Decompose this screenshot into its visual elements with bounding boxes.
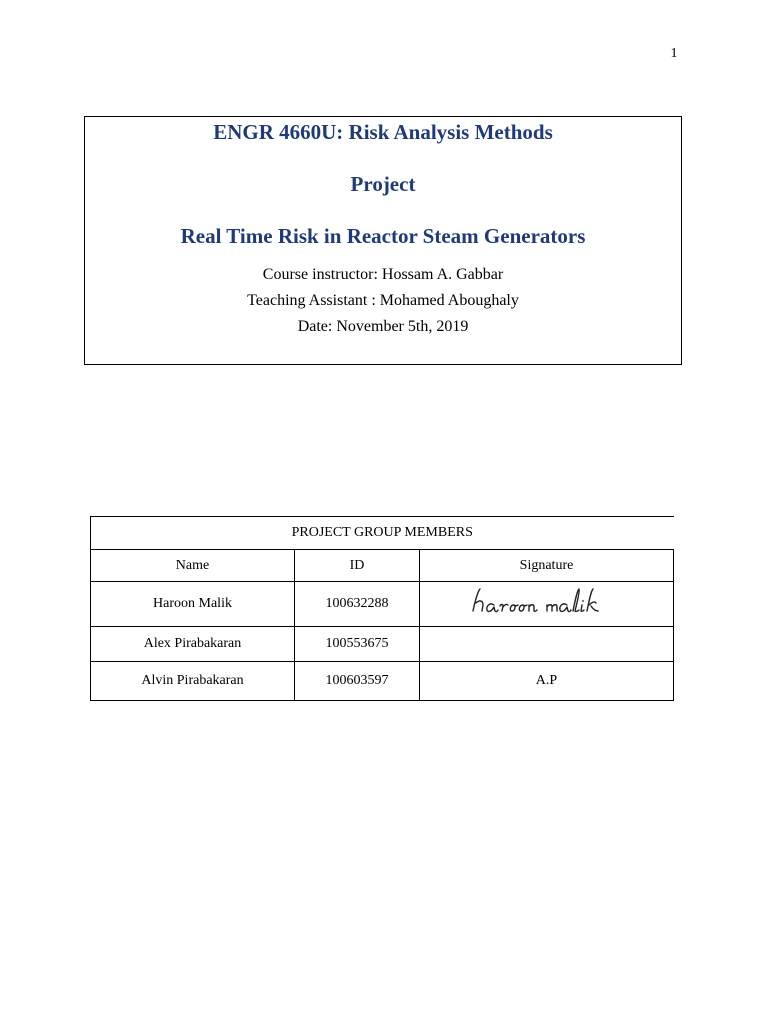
member-signature bbox=[420, 582, 674, 627]
table-row bbox=[91, 662, 674, 701]
table-row bbox=[91, 582, 674, 627]
header-id: ID bbox=[295, 550, 420, 582]
member-signature: A.P bbox=[420, 662, 674, 701]
member-id: 100632288 bbox=[295, 582, 420, 627]
member-name: Haroon Malik bbox=[91, 582, 295, 627]
members-table-caption: PROJECT GROUP MEMBERS bbox=[91, 517, 674, 550]
header-signature: Signature bbox=[420, 550, 674, 582]
member-signature bbox=[420, 627, 674, 662]
teaching-assistant: Teaching Assistant : Mohamed Aboughaly bbox=[247, 292, 519, 309]
member-id: 100553675 bbox=[295, 627, 420, 662]
header-name: Name bbox=[91, 550, 295, 582]
page-number: 1 bbox=[670, 46, 678, 61]
member-name: Alex Pirabakaran bbox=[91, 627, 295, 662]
submission-date: Date: November 5th, 2019 bbox=[297, 318, 469, 335]
members-table bbox=[90, 516, 674, 701]
member-id: 100603597 bbox=[295, 662, 420, 701]
course-title: ENGR 4660U: Risk Analysis Methods bbox=[213, 120, 553, 144]
member-name: Alvin Pirabakaran bbox=[91, 662, 295, 701]
handwritten-signature bbox=[467, 585, 627, 619]
document-type: Project bbox=[350, 172, 416, 196]
project-title: Real Time Risk in Reactor Steam Generators bbox=[180, 224, 586, 248]
title-block bbox=[84, 116, 682, 365]
table-row bbox=[91, 627, 674, 662]
course-instructor: Course instructor: Hossam A. Gabbar bbox=[262, 266, 504, 283]
